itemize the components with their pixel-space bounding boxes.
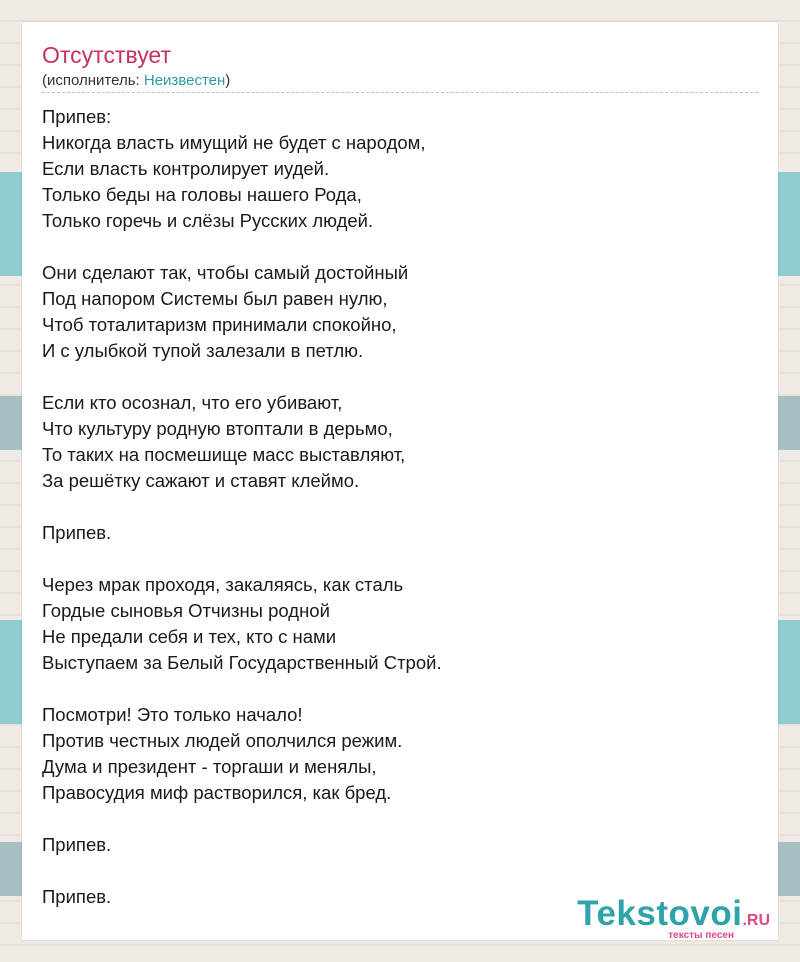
lyric-line: Они сделают так, чтобы самый достойный	[42, 262, 409, 283]
lyrics-card	[22, 22, 778, 940]
lyric-line: Чтоб тоталитаризм принимали спокойно,	[42, 314, 397, 335]
logo-tld: .RU	[742, 912, 770, 929]
lyric-line: Дума и президент - торгаши и менялы,	[42, 756, 377, 777]
song-title: Отсутствует	[42, 42, 171, 68]
lyric-line: Посмотри! Это только начало!	[42, 704, 303, 725]
lyric-line	[42, 494, 758, 520]
lyric-line: И с улыбкой тупой залезали в петлю.	[42, 340, 364, 361]
lyrics-text	[42, 104, 758, 910]
lyric-line: Под напором Системы был равен нулю,	[42, 288, 388, 309]
lyric-line: За решётку сажают и ставят клеймо.	[42, 470, 360, 491]
lyric-line: Если кто осознал, что его убивают,	[42, 392, 343, 413]
lyric-line: Припев:	[42, 106, 112, 127]
lyric-line: Что культуру родную втоптали в дерьмо,	[42, 418, 393, 439]
lyric-line: Только горечь и слёзы Русских людей.	[42, 210, 374, 231]
lyric-line: Припев.	[42, 834, 112, 855]
lyric-line: Только беды на головы нашего Рода,	[42, 184, 362, 205]
logo-tagline: тексты песен	[668, 930, 734, 941]
lyric-line: Никогда власть имущий не будет с народом,	[42, 132, 426, 153]
performer-close: )	[225, 72, 231, 89]
lyric-line: Правосудия миф растворился, как бред.	[42, 782, 392, 803]
lyric-line	[42, 676, 758, 702]
lyric-line	[42, 806, 758, 832]
lyric-line: Через мрак проходя, закаляясь, как сталь	[42, 574, 404, 595]
lyric-line: Гордые сыновья Отчизны родной	[42, 600, 330, 621]
logo-name: Tekstovoi	[577, 894, 743, 933]
site-logo[interactable]	[577, 894, 770, 941]
lyric-line	[42, 546, 758, 572]
lyric-line: То таких на посмешище масс выставляют,	[42, 444, 406, 465]
lyric-line: Припев.	[42, 522, 112, 543]
lyric-line: Выступаем за Белый Государственный Строй.	[42, 652, 442, 673]
lyric-line: Не предали себя и тех, кто с нами	[42, 626, 337, 647]
lyric-line: Против честных людей ополчился режим.	[42, 730, 403, 751]
performer-line	[42, 72, 230, 89]
lyric-line: Припев.	[42, 886, 112, 907]
lyric-line	[42, 858, 758, 884]
lyric-line	[42, 234, 758, 260]
performer-label: (исполнитель:	[42, 72, 144, 89]
lyric-line	[42, 364, 758, 390]
performer-link[interactable]: Неизвестен	[143, 72, 226, 89]
lyric-line: Если власть контролирует иудей.	[42, 158, 330, 179]
title-divider	[42, 92, 758, 93]
